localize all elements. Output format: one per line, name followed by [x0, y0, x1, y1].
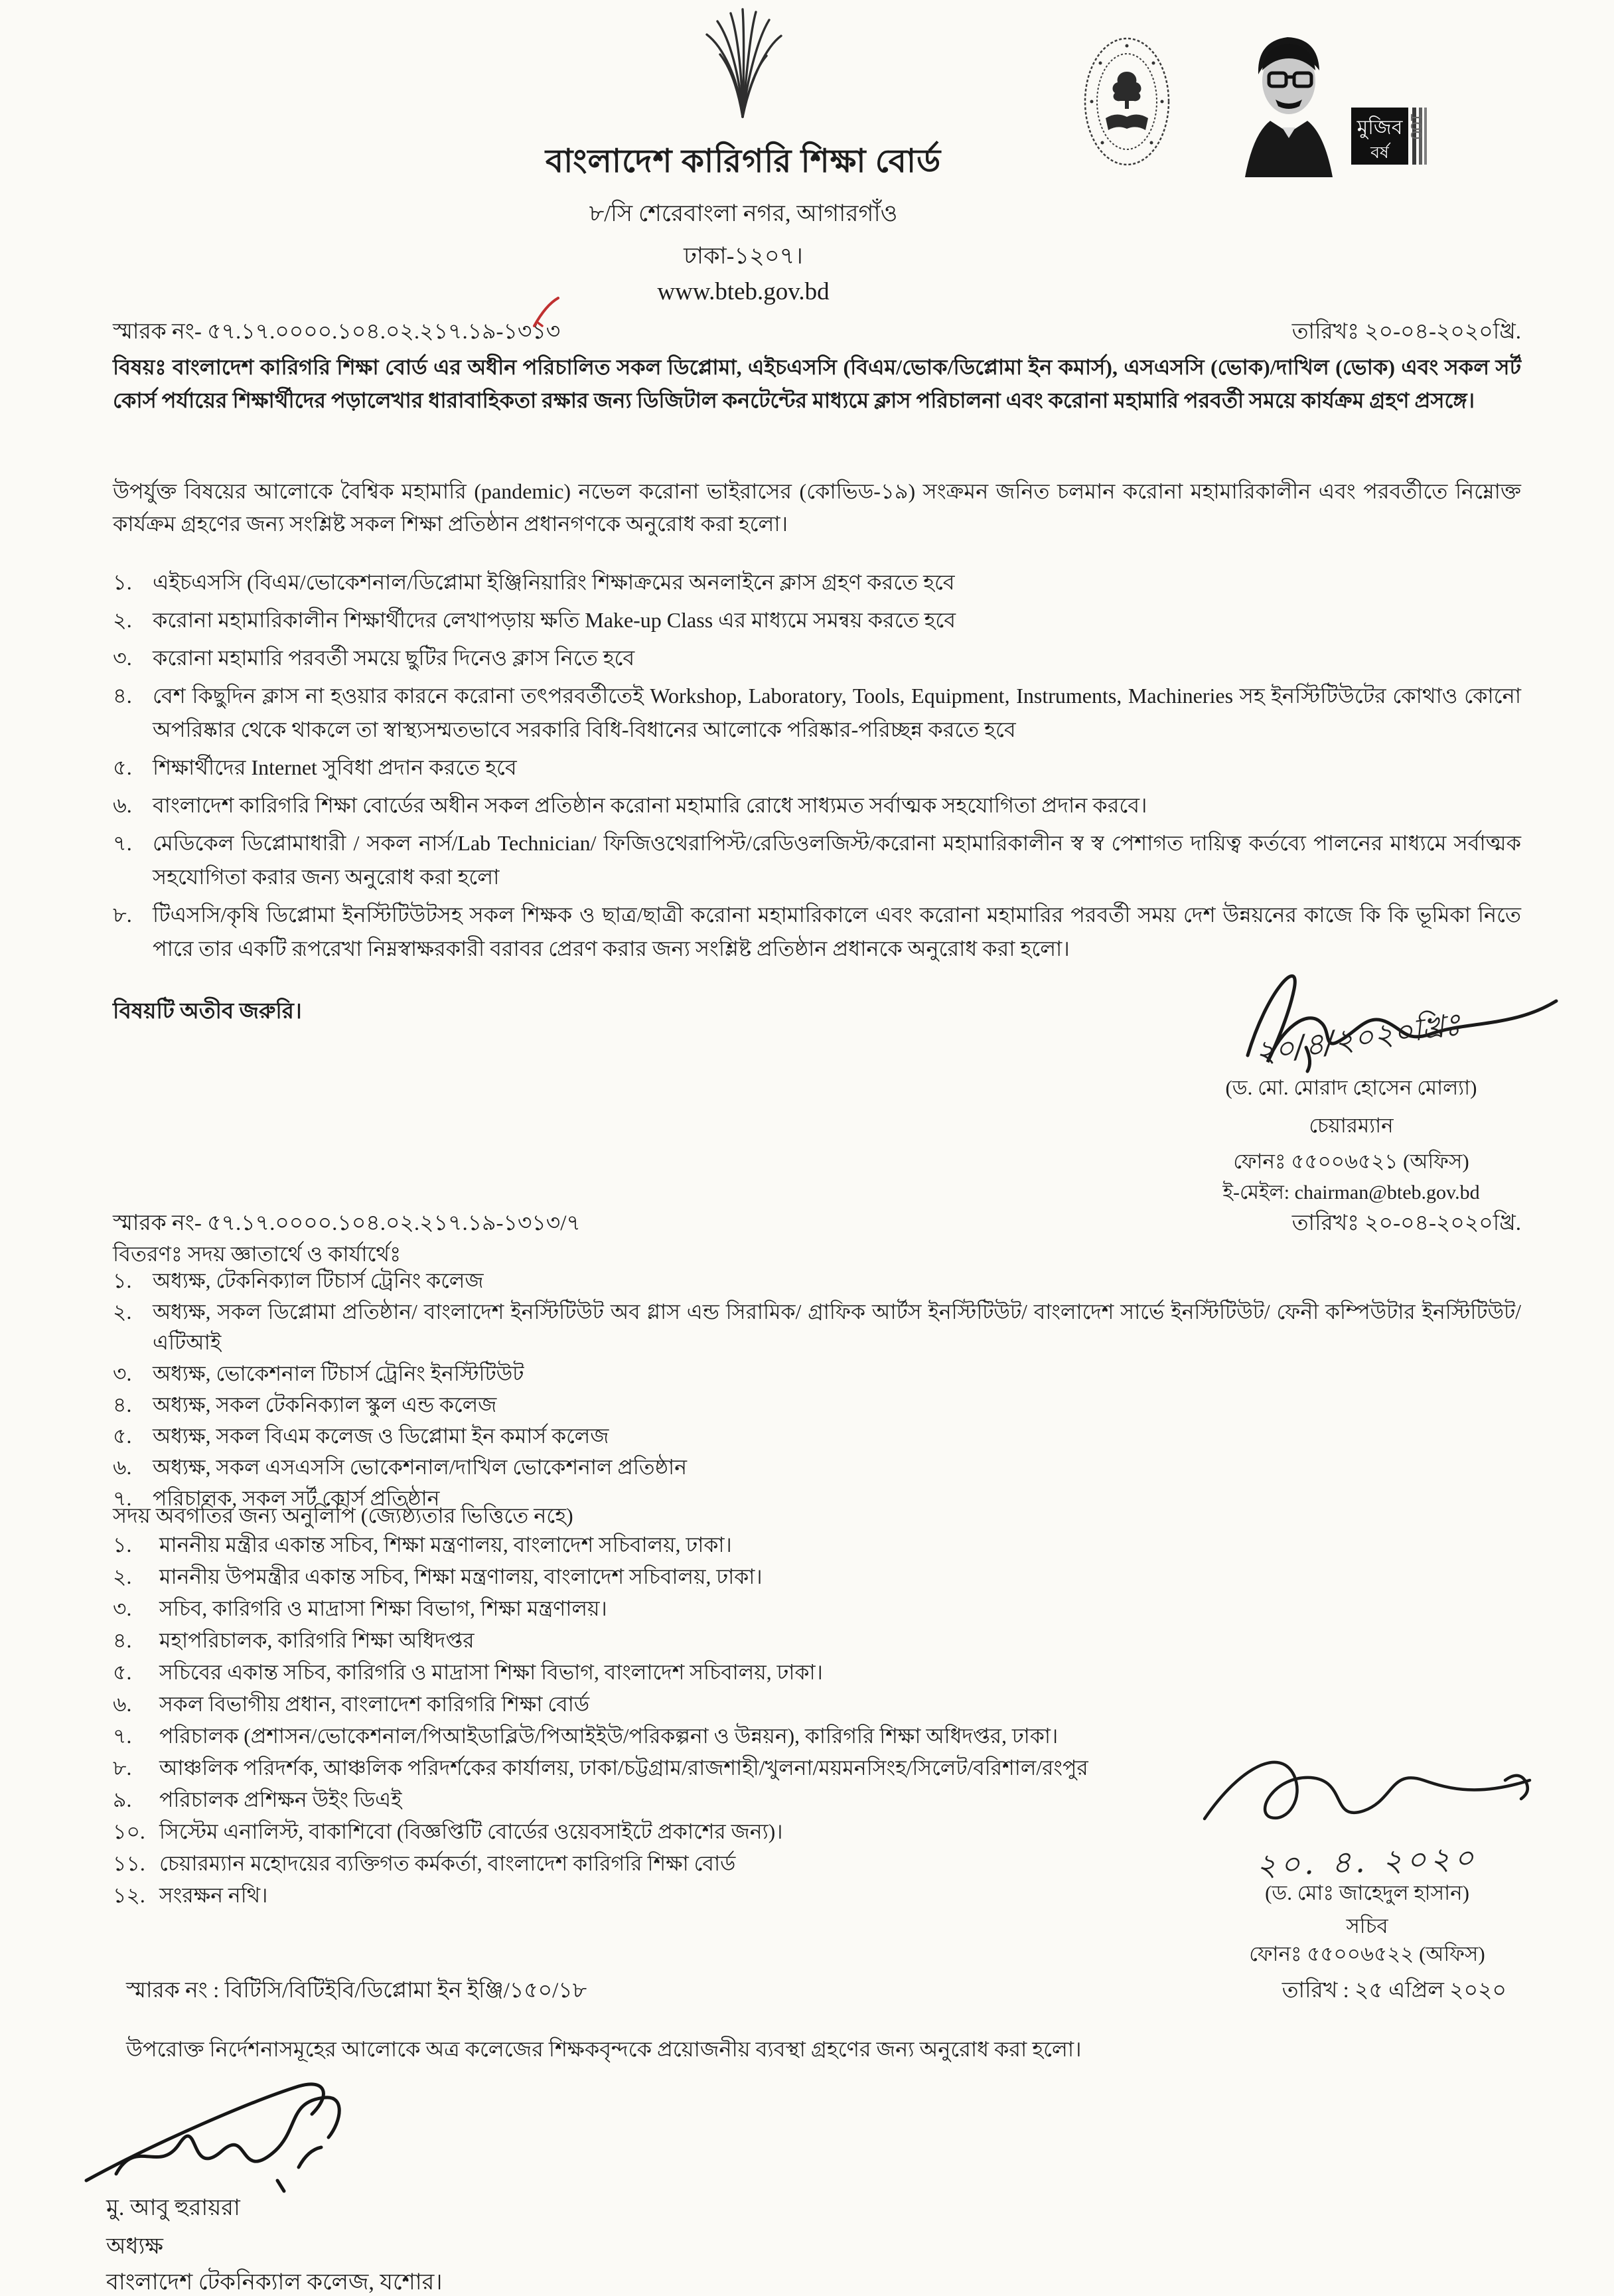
distribution-item — [113, 1359, 1521, 1389]
directive-number: ৪. — [113, 684, 132, 708]
directive-number: ১. — [113, 570, 132, 594]
org-name: বাংলাদেশ কারিগরি শিক্ষা বোর্ড — [545, 143, 942, 179]
principal-name: মু. আবু হুরায়রা — [106, 2196, 240, 2220]
chairman-title: চেয়ারম্যান — [1309, 1114, 1394, 1137]
copy-number: ৯. — [113, 1788, 132, 1811]
distribution-item — [113, 1297, 1521, 1358]
directive-item — [113, 751, 1521, 785]
copy-text: সংরক্ষন নথি। — [159, 1884, 268, 1907]
copy-text: আঞ্চলিক পরিদর্শক, আঞ্চলিক পরিদর্শকের কার্যালয়, ঢাকা/চট্টগ্রাম/রাজশাহী/খুলনা/ময়মনসিংহ/সিলেট/বরিশাল/রংপুর — [159, 1756, 1088, 1780]
chairman-phone: ফোনঃ ৫৫০০৬৫২১ (অফিস) — [1233, 1150, 1469, 1173]
org-website: www.bteb.gov.bd — [657, 278, 830, 305]
copy-heading: সদয় অবগতির জন্য অনুলিপি (জ্যেষ্ঠ্যতার ভিত্তিতে নহে) — [113, 1503, 573, 1527]
copy-number: ১০. — [113, 1820, 145, 1843]
directive-item — [113, 789, 1521, 822]
directive-text: শিক্ষার্থীদের Internet সুবিধা প্রদান করতে হবে — [153, 755, 517, 779]
memo1-row — [113, 314, 1521, 351]
copy-number: ৩. — [113, 1597, 132, 1620]
principal-title: অধ্যক্ষ — [106, 2234, 163, 2259]
secretary-name: (ড. মোঃ জাহেদুল হাসান) — [1265, 1881, 1469, 1904]
distribution-number: ৬. — [113, 1456, 132, 1479]
copy-text: সচিবের একান্ত সচিব, কারিগরি ও মাদ্রাসা শিক্ষা বিভাগ, বাংলাদেশ সচিবালয়, ঢাকা। — [159, 1661, 823, 1684]
distribution-text: অধ্যক্ষ, সকল টেকনিক্যাল স্কুল এন্ড কলেজ — [153, 1393, 497, 1416]
directive-text: টিএসসি/কৃষি ডিপ্লোমা ইনস্টিটিউটসহ সকল শিক্ষক ও ছাত্র/ছাত্রী করোনা মহামারিকালে এবং করোনা মহামারির পরবর্তী সময় দেশ উন্নয়নের কাজে কি কি ভূমিকা নিতে পারে তার একটি রূপরেখা নিম্নস্বাক্ষরকারী বরাবর প্রেরণ করার জন্য সংশ্লিষ্ট প্রতিষ্ঠান প্রধানকে অনুরোধ করা হলো। — [153, 903, 1521, 960]
copy-number: ১২. — [113, 1884, 145, 1907]
distribution-text: অধ্যক্ষ, সকল ডিপ্লোমা প্রতিষ্ঠান/ বাংলাদেশ ইনস্টিটিউট অব গ্লাস এন্ড সিরামিক/ গ্রাফিক আর্টস ইনস্টিটিউট/ বাংলাদেশ সার্ভে ইনস্টিটিউট/ ফেনী কম্পিউটার ইনস্টিটিউট/ এটিআই — [153, 1300, 1521, 1354]
directive-item — [113, 603, 1521, 637]
secretary-title: সচিব — [1346, 1914, 1388, 1938]
distribution-list — [113, 1266, 1521, 1515]
copy-text: মহাপরিচালক, কারিগরি শিক্ষা অধিদপ্তর — [159, 1629, 475, 1652]
memo2-number: স্মারক নং- ৫৭.১৭.০০০০.১০৪.০২.২১৭.১৯-১৩১৩/৭ — [113, 1211, 581, 1235]
principal-signature-block — [80, 2074, 584, 2293]
directive-item — [113, 679, 1521, 747]
copy-text: মাননীয় মন্ত্রীর একান্ত সচিব, শিক্ষা মন্ত্রণালয়, বাংলাদেশ সচিবালয়, ঢাকা। — [159, 1533, 732, 1557]
directive-text: মেডিকেল ডিপ্লোমাধারী / সকল নার্স/Lab Technician/ ফিজিওথেরাপিস্ট/রেডিওলজিস্ট/করোনা মহামারিকালীন স্ব স্ব পেশাগত দায়িত্ব কর্তব্যে পালনের মাধ্যমে সর্বাত্মক সহযোগিতা করার জন্য অনুরোধ করা হলো — [153, 831, 1521, 889]
principal-institution: বাংলাদেশ টেকনিক্যাল কলেজ, যশোর। — [106, 2270, 443, 2295]
chairman-name: (ড. মো. মোরাদ হোসেন মোল্যা) — [1225, 1076, 1477, 1099]
directive-item — [113, 566, 1521, 599]
principal-signature-scribble — [80, 2074, 504, 2194]
directive-text: করোনা মহামারিকালীন শিক্ষার্থীদের লেখাপড়ায় ক্ষতি Make-up Class এর মাধ্যমে সমন্বয় করতে হবে — [153, 608, 956, 632]
copy-text: মাননীয় উপমন্ত্রীর একান্ত সচিব, শিক্ষা মন্ত্রণালয়, বাংলাদেশ সচিবালয়, ঢাকা। — [159, 1565, 763, 1588]
directive-text: এইচএসসি (বিএম/ভোকেশনাল/ডিপ্লোমা ইঞ্জিনিয়ারিং শিক্ষাক্রমের অনলাইনে ক্লাস গ্রহণ করতে হবে — [153, 570, 955, 594]
distribution-number: ৫. — [113, 1424, 132, 1448]
distribution-text: অধ্যক্ষ, টেকনিক্যাল টিচার্স ট্রেনিং কলেজ — [153, 1269, 484, 1292]
secretary-signature-scribble — [1195, 1739, 1540, 1839]
directive-item — [113, 826, 1521, 894]
directive-item — [113, 641, 1521, 675]
secretary-signature-block — [1155, 1739, 1579, 1965]
chairman-email: ই-মেইল: chairman@bteb.gov.bd — [1222, 1182, 1480, 1203]
memo1-number: স্মারক নং- ৫৭.১৭.০০০০.১০৪.০২.২১৭.১৯-১৩১৩ — [113, 320, 561, 344]
distribution-text: অধ্যক্ষ, ভোকেশনাল টিচার্স ট্রেনিং ইনস্টিটিউট — [153, 1362, 524, 1385]
copy-text: সকল বিভাগীয় প্রধান, বাংলাদেশ কারিগরি শিক্ষা বোর্ড — [159, 1693, 590, 1716]
directive-text: বেশ কিছুদিন ক্লাস না হওয়ার কারনে করোনা তৎপরবর্তীতেই Workshop, Laboratory, Tools, Equipment, Instruments, Machineries সহ ইনস্টিটিউটের কোথাও কোনো অপরিষ্কার থেকে থাকলে তা স্বাস্থ্যসম্মতভাবে সরকারি বিধি-বিধানের আলোকে পরিষ্কার-পরিচ্ছন্ন করতে হবে — [153, 684, 1521, 741]
copy-item — [113, 1689, 1521, 1721]
distribution-heading: বিতরণঃ সদয় জ্ঞাতার্থে ও কার্যার্থেঃ — [113, 1242, 402, 1266]
directive-number: ৫. — [113, 755, 132, 779]
copy-item — [113, 1593, 1521, 1625]
copy-number: ৮. — [113, 1756, 132, 1780]
mujib-logo-100: 100 — [1407, 113, 1425, 140]
copy-number: ৫. — [113, 1661, 132, 1684]
copy-text: সিস্টেম এনালিস্ট, বাকাশিবো (বিজ্ঞপ্তিটি বোর্ডের ওয়েবসাইটে প্রকাশের জন্য)। — [159, 1820, 783, 1843]
copy-number: ১১. — [113, 1852, 145, 1875]
memo3-number: স্মারক নং : বিটিসি/বিটিইবি/ডিপ্লোমা ইন ইঞ্জি/১৫০/১৮ — [126, 1979, 587, 2003]
distribution-number: ৭. — [113, 1487, 132, 1510]
directive-number: ৬. — [113, 793, 132, 817]
secretary-handwritten-date: ২০. ৪. ২০২০ — [1256, 1839, 1479, 1883]
copy-text: পরিচালক প্রশিক্ষন উইং ডিএই — [159, 1788, 402, 1811]
distribution-text: পরিচালক, সকল সর্ট কোর্স প্রতিষ্ঠান — [153, 1487, 440, 1510]
distribution-item — [113, 1266, 1521, 1296]
org-address-line2: ঢাকা-১২০৭। — [684, 243, 803, 269]
mujib-logo-text-1: মুজিব — [1357, 117, 1403, 139]
directive-text: বাংলাদেশ কারিগরি শিক্ষা বোর্ডের অধীন সকল প্রতিষ্ঠান করোনা মহামারি রোধে সাধ্যমত সর্বাত্মক সহযোগিতা প্রদান করবে। — [153, 793, 1147, 817]
copy-text: চেয়ারম্যান মহোদয়ের ব্যক্তিগত কর্মকর্তা, বাংলাদেশ কারিগরি শিক্ষা বোর্ড — [159, 1852, 736, 1875]
copy-number: ৬. — [113, 1693, 132, 1716]
copy-item — [113, 1561, 1521, 1593]
secretary-phone: ফোনঃ ৫৫০০৬৫২২ (অফিস) — [1249, 1942, 1485, 1965]
copy-number: ৭. — [113, 1724, 132, 1748]
memo1-date: তারিখঃ ২০-০৪-২০২০খ্রি. — [1291, 320, 1521, 344]
directive-number: ৩. — [113, 646, 132, 670]
distribution-number: ৪. — [113, 1393, 132, 1416]
copy-number: ১. — [113, 1533, 132, 1557]
copy-text: পরিচালক (প্রশাসন/ভোকেশনাল/পিআইডাব্লিউ/পিআইইউ/পরিকল্পনা ও উন্নয়ন), কারিগরি শিক্ষা অধিদপ্তর, ঢাকা। — [159, 1724, 1059, 1748]
urgency-note: বিষয়টি অতীব জরুরি। — [113, 1000, 302, 1024]
red-tick-mark — [528, 295, 562, 334]
body-paragraph: উপর্যুক্ত বিষয়ের আলোকে বৈশ্বিক মহামারি (pandemic) নভেল করোনা ভাইরাসের (কোভিড-১৯) সংক্রমন জনিত চলমান করোনা মহামারিকালীন এবং পরবর্তীতে নিম্নোক্ত কার্যক্রম গ্রহণের জন্য সংশ্লিষ্ট সকল শিক্ষা প্রতিষ্ঠান প্রধানগণকে অনুরোধ করা হলো। — [113, 479, 1521, 536]
directive-number: ৭. — [113, 831, 132, 855]
memo3-body: উপরোক্ত নির্দেশনাসমূহের আলোকে অত্র কলেজের শিক্ষকবৃন্দকে প্রয়োজনীয় ব্যবস্থা গ্রহণের জন্য অনুরোধ করা হলো। — [126, 2037, 1082, 2061]
chairman-signature-block — [1088, 949, 1614, 1215]
copy-number: ২. — [113, 1565, 132, 1588]
distribution-text: অধ্যক্ষ, সকল এসএসসি ভোকেশনাল/দাখিল ভোকেশনাল প্রতিষ্ঠান — [153, 1456, 687, 1479]
distribution-item — [113, 1452, 1521, 1483]
distribution-number: ২. — [113, 1300, 132, 1324]
org-address-line1: ৮/সি শেরেবাংলা নগর, আগারগাঁও — [589, 200, 898, 226]
distribution-text: অধ্যক্ষ, সকল বিএম কলেজ ও ডিপ্লোমা ইন কমার্স কলেজ — [153, 1424, 609, 1448]
copy-text: সচিব, কারিগরি ও মাদ্রাসা শিক্ষা বিভাগ, শিক্ষা মন্ত্রণালয়। — [159, 1597, 607, 1620]
memo3-row — [126, 1973, 1506, 2010]
memo2-date: তারিখঃ ২০-০৪-২০২০খ্রি. — [1291, 1211, 1521, 1235]
copy-item — [113, 1657, 1521, 1689]
subject-block: বিষয়ঃ বাংলাদেশ কারিগরি শিক্ষা বোর্ড এর অধীন পরিচালিত সকল ডিপ্লোমা, এইচএসসি (বিএম/ভোক/ডিপ্লোমা ইন কমার্স), এসএসসি (ভোক)/দাখিল (ভোক) এবং সকল সর্ট কোর্স পর্যায়ের শিক্ষার্থীদের পড়ালেখার ধারাবাহিকতা রক্ষার জন্য ডিজিটাল কনটেন্টের মাধ্যমে ক্লাস পরিচালনা এবং করোনা মহামারি পরবর্তী সময়ে কার্যক্রম গ্রহণ প্রসঙ্গে। — [113, 355, 1521, 412]
distribution-number: ৩. — [113, 1362, 132, 1385]
distribution-item — [113, 1390, 1521, 1420]
distribution-number: ১. — [113, 1269, 132, 1292]
copy-item — [113, 1529, 1521, 1561]
directive-text: করোনা মহামারি পরবর্তী সময়ে ছুটির দিনেও ক্লাস নিতে হবে — [153, 646, 635, 670]
directives-list — [113, 566, 1521, 970]
directive-number: ২. — [113, 608, 132, 632]
copy-item — [113, 1625, 1521, 1657]
mujib-logo-text-2: বর্ষ — [1370, 144, 1389, 162]
copy-number: ৪. — [113, 1629, 132, 1652]
chairman-handwritten-date: ২০/৪/২০২০খ্রিঃ — [1252, 1006, 1463, 1071]
directive-number: ৮. — [113, 903, 132, 927]
distribution-item — [113, 1421, 1521, 1452]
bteb-monogram-icon — [700, 5, 786, 121]
memo3-date: তারিখ : ২৫ এপ্রিল ২০২০ — [1282, 1979, 1506, 2003]
